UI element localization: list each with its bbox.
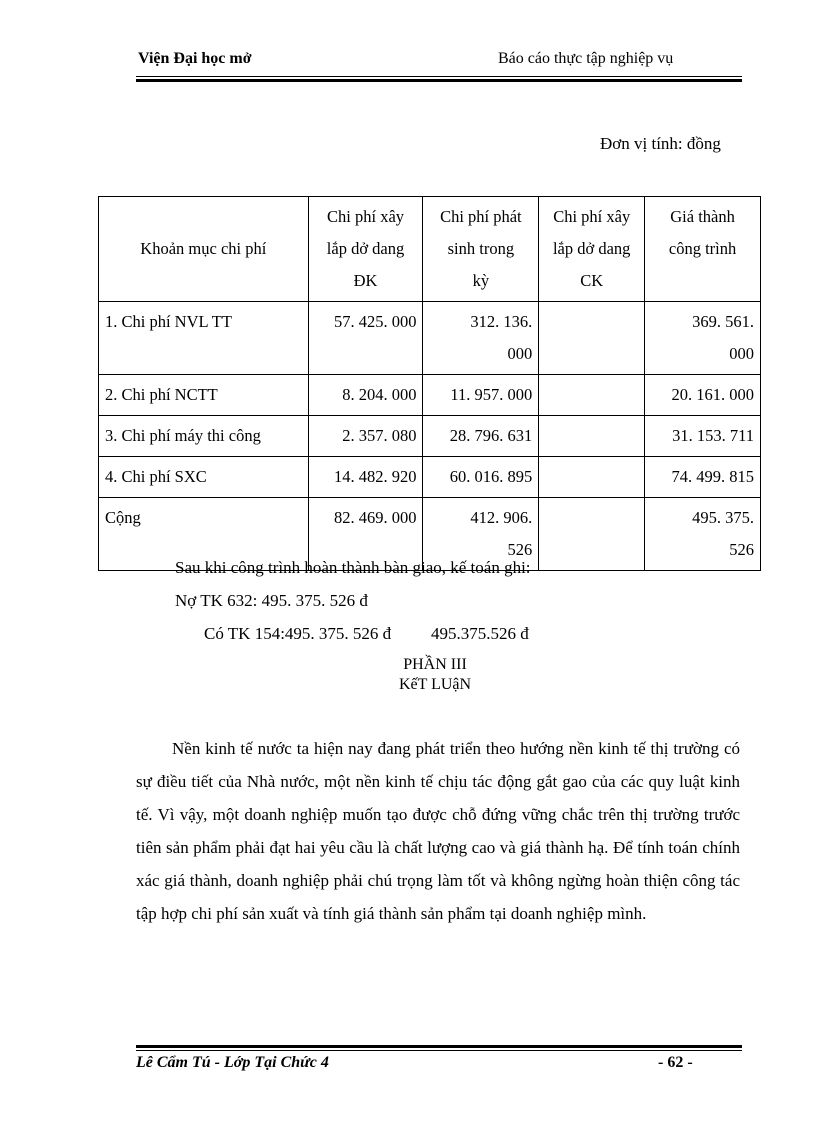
entry-debit: Nợ TK 632: 495. 375. 526 đ (175, 591, 368, 610)
cell-text: 74. 499. 815 (671, 467, 754, 486)
unit-note: Đơn vị tính: đồng (600, 134, 721, 153)
header-cell-ck (539, 197, 645, 302)
header-text: công trình (668, 239, 737, 258)
table-header-row (99, 197, 761, 302)
header-text: Chi phí phát (440, 207, 522, 226)
cell-ck (539, 498, 645, 571)
header-cell-ps (423, 197, 539, 302)
table-row (99, 416, 761, 457)
cell-ps (423, 302, 539, 375)
cell-text: 8. 204. 000 (342, 385, 417, 404)
cell-text: 60. 016. 895 (449, 467, 533, 486)
cell-item: 3. Chi phí máy thi công (99, 416, 309, 457)
header-text: lắp dở dang (326, 239, 405, 258)
header-institution: Viện Đại học mở (138, 50, 252, 67)
cell-text: 2. 357. 080 (342, 426, 417, 445)
cell-text: 14. 482. 920 (333, 467, 417, 486)
header-cell-dk (308, 197, 423, 302)
footer-rule-thick (136, 1045, 742, 1048)
cell-gt (645, 416, 761, 457)
cell-item: 1. Chi phí NVL TT (99, 302, 309, 375)
header-text: ĐK (353, 271, 378, 290)
cell-gt (645, 375, 761, 416)
cell-ps (423, 416, 539, 457)
header-cell-gt (645, 197, 761, 302)
cell-item: Cộng (99, 498, 309, 571)
cell-ck (539, 302, 645, 375)
cell-text: 000 (507, 344, 533, 363)
cell-ps (423, 375, 539, 416)
cell-text: 412. 906. (470, 508, 533, 527)
cell-text: 20. 161. 000 (671, 385, 754, 404)
table-row (99, 375, 761, 416)
cell-gt (645, 457, 761, 498)
cell-text: 000 (729, 344, 754, 363)
header-text: lắp dở dang (552, 239, 631, 258)
cell-text: 11. 957. 000 (450, 385, 533, 404)
footer-page-number: - 62 - (658, 1054, 693, 1071)
header-text: Chi phí xây (553, 207, 631, 226)
table-row (99, 457, 761, 498)
footer-author: Lê Cẩm Tú - Lớp Tại Chức 4 (136, 1054, 329, 1071)
header-text: sinh trong (447, 239, 515, 258)
cell-dk (308, 375, 423, 416)
entry-credit-total: 495.375.526 đ (431, 624, 529, 643)
cell-ck (539, 457, 645, 498)
section-part: PHẦN III (403, 656, 467, 673)
cell-dk (308, 457, 423, 498)
cell-dk (308, 416, 423, 457)
cell-text: 57. 425. 000 (333, 312, 417, 331)
cell-text: 31. 153. 711 (672, 426, 754, 445)
footer-rule-thin (136, 1050, 742, 1051)
cell-item: 4. Chi phí SXC (99, 457, 309, 498)
cell-dk (308, 302, 423, 375)
cell-gt (645, 302, 761, 375)
header-text: Khoản mục chi phí (140, 239, 267, 258)
entry-intro: Sau khi công trình hoàn thành bàn giao, kế toán ghi: (175, 558, 531, 577)
header-rule-thick (136, 79, 742, 82)
header-rule-thin (136, 76, 742, 77)
cell-gt (645, 498, 761, 571)
cell-ps (423, 457, 539, 498)
entry-credit: Có TK 154:495. 375. 526 đ (204, 624, 392, 643)
header-text: kỳ (472, 271, 490, 290)
cell-text: 369. 561. (692, 312, 754, 331)
cell-text: 495. 375. (692, 508, 754, 527)
cell-ck (539, 416, 645, 457)
header-text: Chi phí xây (327, 207, 405, 226)
cell-text: 312. 136. (470, 312, 533, 331)
header-text: Giá thành (670, 207, 735, 226)
cell-text: 28. 796. 631 (449, 426, 533, 445)
cost-table (98, 196, 761, 571)
header-text: CK (580, 271, 604, 290)
conclusion-paragraph: Nền kinh tế nước ta hiện nay đang phát triển theo hướng nền kinh tế thị trường có sự điều tiết của Nhà nước, một nền kinh tế chịu tác động gắt gao của các quy luật kinh tế. Vì vậy, một doanh nghiệp muốn tạo được chỗ đứng vững chắc trên thị trường trước tiên sản phẩm phải đạt hai yêu cầu là chất lượng cao và giá thành hạ. Để tính toán chính xác giá thành, doanh nghiệp phải chú trọng làm tốt và không ngừng hoàn thiện công tác tập hợp chi phí sản xuất và tính giá thành sản phẩm tại doanh nghiệp mình. (136, 739, 740, 923)
header-report-title: Báo cáo thực tập nghiệp vụ (498, 50, 674, 67)
header-cell-item (99, 197, 309, 302)
cell-text: 526 (507, 540, 533, 559)
cell-ck (539, 375, 645, 416)
cell-item: 2. Chi phí NCTT (99, 375, 309, 416)
table-row (99, 302, 761, 375)
cell-text: 526 (729, 540, 754, 559)
section-title: KếT LUậN (398, 676, 472, 693)
cell-text: 82. 469. 000 (333, 508, 417, 527)
